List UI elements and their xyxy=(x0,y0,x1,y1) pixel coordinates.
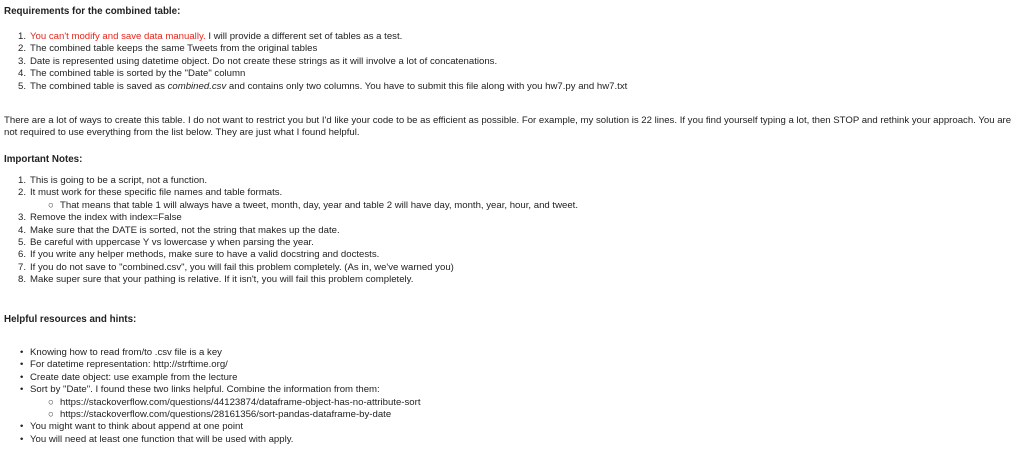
circle-bullet-icon: ○ xyxy=(48,396,54,408)
disc-bullet-icon: • xyxy=(20,384,24,396)
item-text: I will provide a different set of tables as a test. xyxy=(205,31,403,42)
item-text: Sort by "Date". I found these two links helpful. Combine the information from them: xyxy=(30,384,380,396)
item-text: Make sure that the DATE is sorted, not the string that makes up the date. xyxy=(30,224,340,236)
filename-text: combined.csv xyxy=(167,80,227,92)
disc-bullet-icon: • xyxy=(20,371,24,383)
item-number: 2. xyxy=(18,43,27,55)
list-item xyxy=(4,43,1020,55)
list-item xyxy=(4,68,1020,80)
intro-paragraph: There are a lot of ways to create this table. I do not want to restrict you but I'd like your code to be as efficient as possible. For example, my solution is 22 lines. If you find yourself typing a lot, then STOP and rethink your approach. You are not required to use everything from the list below. They are just what I found helpful. xyxy=(4,115,1012,139)
resources-heading: Helpful resources and hints: xyxy=(4,314,137,325)
list-item xyxy=(4,359,1020,371)
list-item xyxy=(4,81,1020,93)
item-text: If you do not save to "combined.csv", you will fail this problem completely. (As in, we've warned you) xyxy=(30,261,454,273)
resources-list xyxy=(4,347,1020,446)
item-text: Knowing how to read from/to .csv file is a key xyxy=(30,347,222,358)
item-text: For datetime representation: http://strftime.org/ xyxy=(30,359,228,371)
circle-bullet-icon: ○ xyxy=(48,199,54,211)
requirements-heading: Requirements for the combined table: xyxy=(4,6,181,17)
notes-heading: Important Notes: xyxy=(4,154,83,165)
item-text: You will need at least one function that will be used with apply. xyxy=(30,433,294,445)
list-item: 8. Make super sure that your pathing is relative. If it isn't, you will fail this problem completely. xyxy=(18,274,414,286)
list-item xyxy=(4,372,1020,384)
item-text: The combined table is saved as xyxy=(30,80,168,92)
list-item xyxy=(4,31,1020,43)
item-number: 5. xyxy=(18,80,27,92)
list-item: 1. This is going to be a script, not a function. xyxy=(18,175,208,186)
item-number: 1. xyxy=(18,31,27,42)
item-number: 4. xyxy=(18,68,27,80)
item-text: and contains only two columns. You have to submit this file along with you hw7.py and hw7.txt xyxy=(226,80,628,92)
sub-list-item xyxy=(4,409,1020,421)
list-item xyxy=(4,56,1020,68)
item-text: Be careful with uppercase Y vs lowercase y when parsing the year. xyxy=(30,236,314,248)
disc-bullet-icon: • xyxy=(20,421,24,433)
item-text: Remove the index with index=False xyxy=(30,212,182,224)
sub-list-item xyxy=(4,200,1020,212)
list-item: 7. If you do not save to "combined.csv", you will fail this problem completely. (As in, we've warned you) xyxy=(18,261,454,273)
list-item xyxy=(4,384,1020,396)
item-text: Create date object: use example from the lecture xyxy=(30,371,238,383)
warning-text: You can't modify and save data manually. xyxy=(30,31,206,42)
circle-bullet-icon: ○ xyxy=(48,408,54,420)
list-item: 5. Be careful with uppercase Y vs lowercase y when parsing the year. xyxy=(18,236,314,248)
item-text: The combined table is sorted by the "Date" column xyxy=(30,68,246,80)
item-text: This is going to be a script, not a function. xyxy=(30,175,208,186)
disc-bullet-icon: • xyxy=(20,433,24,445)
list-item xyxy=(4,434,1020,446)
item-text: Make super sure that your pathing is relative. If it isn't, you will fail this problem completely. xyxy=(30,274,414,286)
list-item: 6. If you write any helper methods, make sure to have a valid docstring and doctests. xyxy=(18,249,380,261)
item-text: If you write any helper methods, make sure to have a valid docstring and doctests. xyxy=(30,249,380,261)
requirements-list xyxy=(4,31,1020,93)
item-number: 3. xyxy=(18,55,27,67)
item-text: That means that table 1 will always have a tweet, month, day, year and table 2 will have day, month, year, hour, and tweet. xyxy=(60,199,578,211)
list-item: 2. It must work for these specific file names and table formats. xyxy=(18,187,283,199)
notes-list xyxy=(4,175,1020,287)
disc-bullet-icon: • xyxy=(20,359,24,371)
item-text: You might want to think about append at one point xyxy=(30,421,244,433)
list-item: 4. Make sure that the DATE is sorted, not the string that makes up the date. xyxy=(18,224,340,236)
item-text: It must work for these specific file names and table formats. xyxy=(30,187,283,199)
list-item xyxy=(4,347,1020,359)
disc-bullet-icon: • xyxy=(20,347,24,358)
item-text: Date is represented using datetime object. Do not create these strings as it will involve a lot of concatenations. xyxy=(30,55,498,67)
item-text: The combined table keeps the same Tweets from the original tables xyxy=(30,43,318,55)
list-item: 3. Remove the index with index=False xyxy=(18,212,182,224)
link-text[interactable]: https://stackoverflow.com/questions/44123874/dataframe-object-has-no-attribute-sort xyxy=(60,396,421,408)
link-text[interactable]: https://stackoverflow.com/questions/28161356/sort-pandas-dataframe-by-date xyxy=(60,408,392,420)
sub-list-item xyxy=(4,397,1020,409)
list-item xyxy=(4,421,1020,433)
